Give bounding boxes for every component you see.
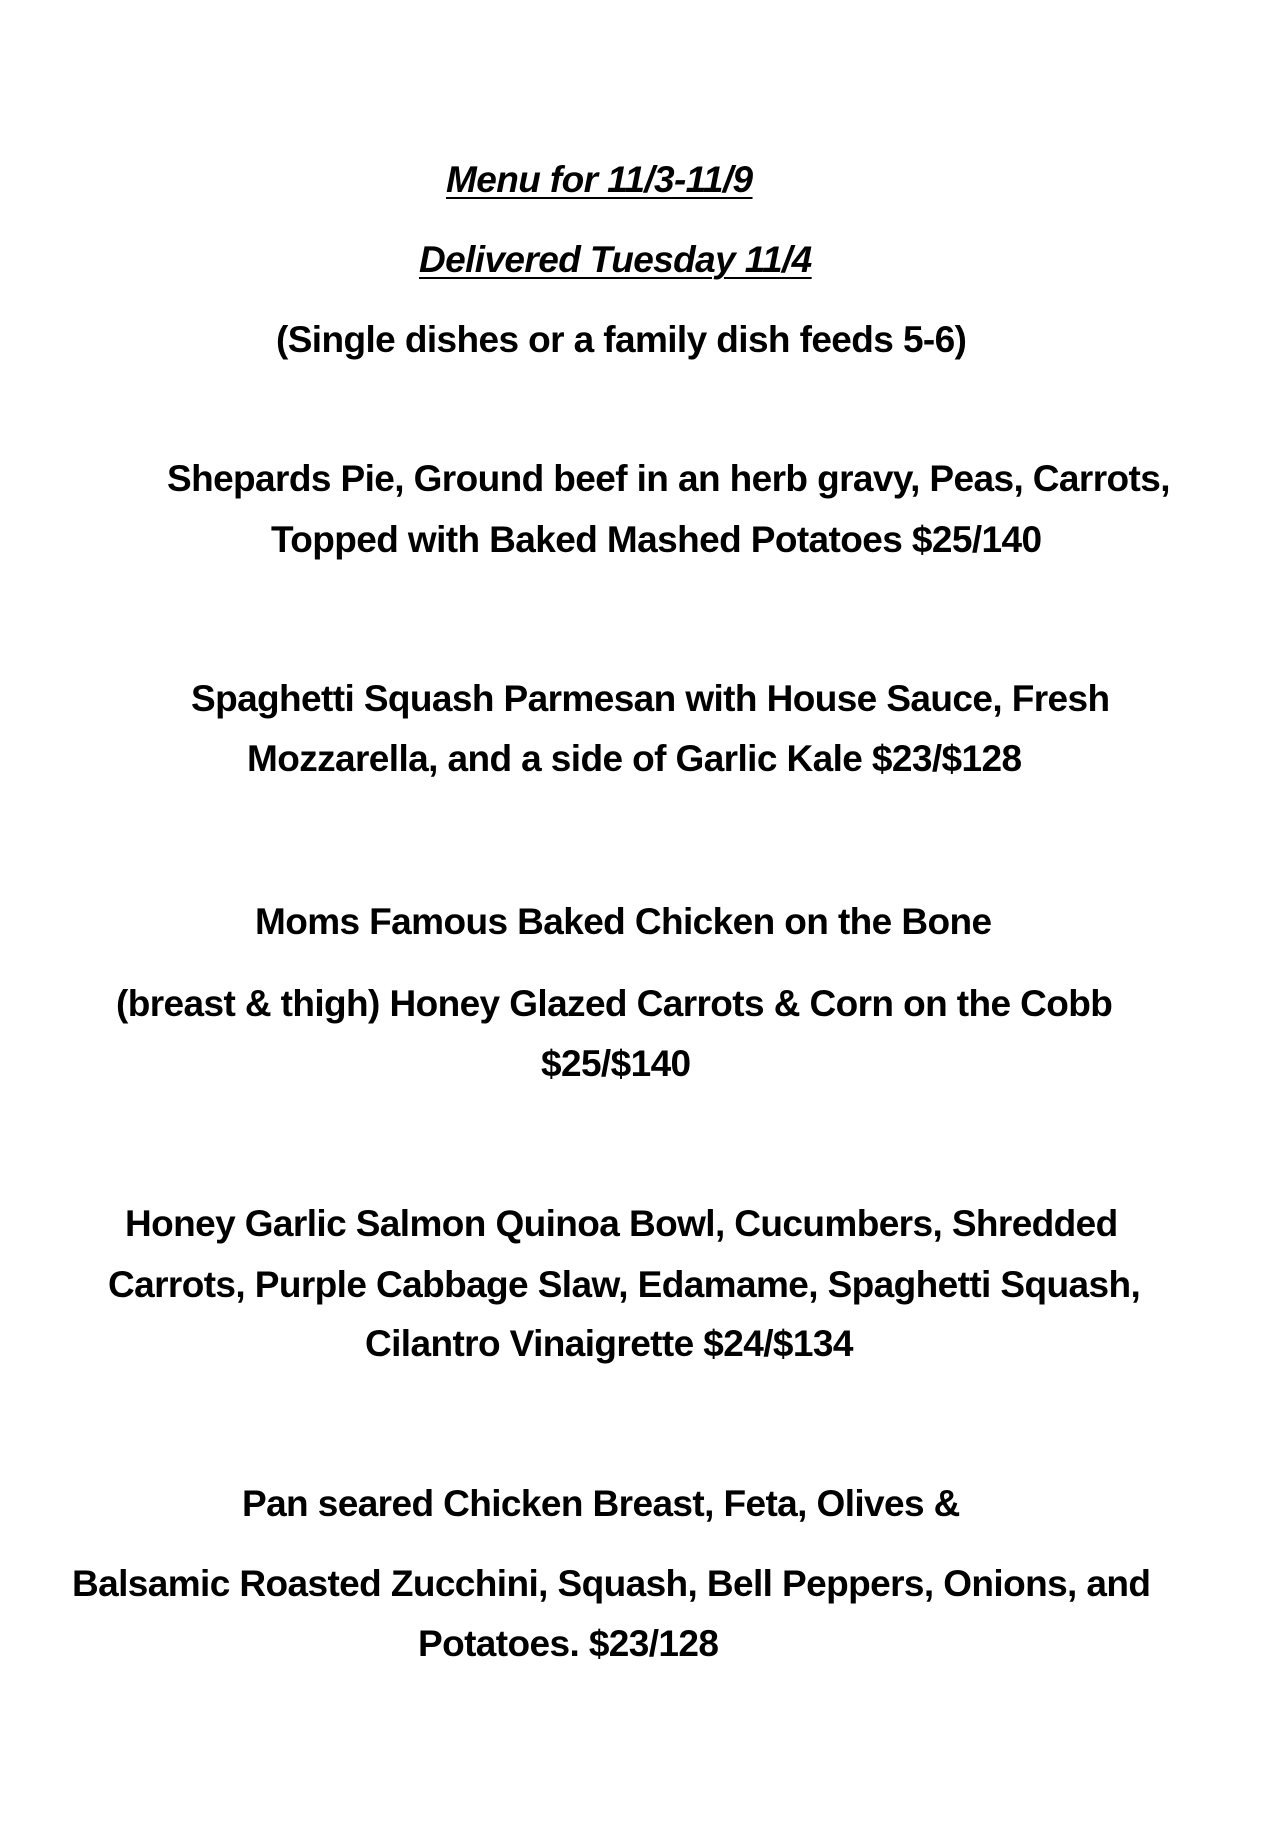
menu-item-line: Topped with Baked Mashed Potatoes $25/140	[271, 519, 1042, 560]
menu-item-line: Spaghetti Squash Parmesan with House Sauce, Fresh	[191, 678, 1110, 719]
menu-item-line: Potatoes. $23/128	[418, 1623, 719, 1664]
delivery-date: Delivered Tuesday 11/4	[419, 239, 812, 280]
menu-item-line: Balsamic Roasted Zucchini, Squash, Bell Peppers, Onions, and	[72, 1563, 1151, 1604]
menu-item-line: Honey Garlic Salmon Quinoa Bowl, Cucumbers, Shredded	[125, 1203, 1118, 1244]
menu-item-line: (breast & thigh) Honey Glazed Carrots & Corn on the Cobb	[116, 983, 1113, 1024]
menu-item-line: Pan seared Chicken Breast, Feta, Olives &	[242, 1483, 960, 1524]
menu-item-line: $25/$140	[541, 1043, 691, 1084]
serving-note: (Single dishes or a family dish feeds 5-6)	[276, 319, 967, 360]
menu-item-line: Cilantro Vinaigrette $24/$134	[365, 1323, 853, 1364]
menu-item-line: Mozzarella, and a side of Garlic Kale $23/$128	[247, 738, 1022, 779]
menu-item-line: Carrots, Purple Cabbage Slaw, Edamame, Spaghetti Squash,	[108, 1264, 1141, 1305]
menu-item-line: Moms Famous Baked Chicken on the Bone	[255, 901, 992, 942]
menu-title: Menu for 11/3-11/9	[446, 159, 753, 200]
menu-item-line: Shepards Pie, Ground beef in an herb gravy, Peas, Carrots,	[167, 458, 1170, 499]
